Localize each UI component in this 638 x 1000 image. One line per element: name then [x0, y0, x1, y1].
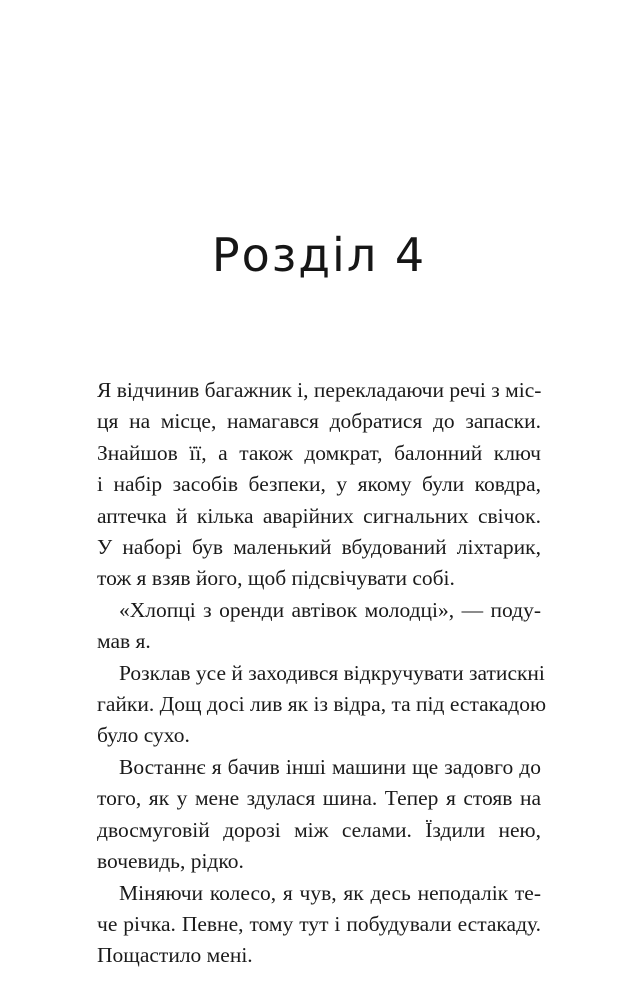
paragraph	[97, 878, 541, 972]
text-line: Востаннє я бачив інші машини ще задовго до	[119, 754, 541, 779]
text-line: Розклав усе й заходився відкручувати затискні	[119, 660, 545, 685]
paragraph	[97, 595, 541, 658]
text-line: вочевидь, рідко.	[97, 849, 244, 874]
text-line: Я відчинив багажник і, перекладаючи речі з міс-	[97, 378, 542, 402]
text-line: Знайшов її, а також домкрат, балонний ключ	[97, 440, 541, 465]
paragraph	[97, 752, 541, 878]
text-line: че річка. Певне, тому тут і побудували естакаду.	[97, 911, 541, 936]
text-line: тож я взяв його, щоб підсвічувати собі.	[97, 566, 455, 591]
text-line: того, як у мене здулася шина. Тепер я стояв на	[97, 786, 541, 811]
text-line: гайки. Дощ досі лив як із відра, та під естакадою	[97, 692, 547, 717]
chapter-text	[97, 375, 547, 972]
text-line: Пощастило мені.	[97, 943, 253, 968]
text-line: було сухо.	[97, 723, 190, 748]
text-line: Міняючи колесо, я чув, як десь неподалік те-	[119, 880, 541, 905]
chapter-title: Розділ 4	[211, 228, 427, 282]
text-line: «Хлопці з оренди автівок молодці», — поду-	[119, 597, 541, 622]
text-line: У наборі був маленький вбудований ліхтарик,	[97, 535, 541, 560]
paragraph	[97, 658, 547, 752]
paragraph	[97, 375, 541, 595]
text-line: ця на місце, намагався добратися до запаски.	[97, 409, 541, 434]
text-line: мав я.	[97, 629, 151, 654]
text-line: двосмуговій дорозі між селами. Їздили нею,	[97, 817, 541, 842]
text-line: і набір засобів безпеки, у якому були ковдра,	[97, 472, 541, 497]
text-line: аптечка й кілька аварійних сигнальних свічок.	[97, 503, 541, 528]
